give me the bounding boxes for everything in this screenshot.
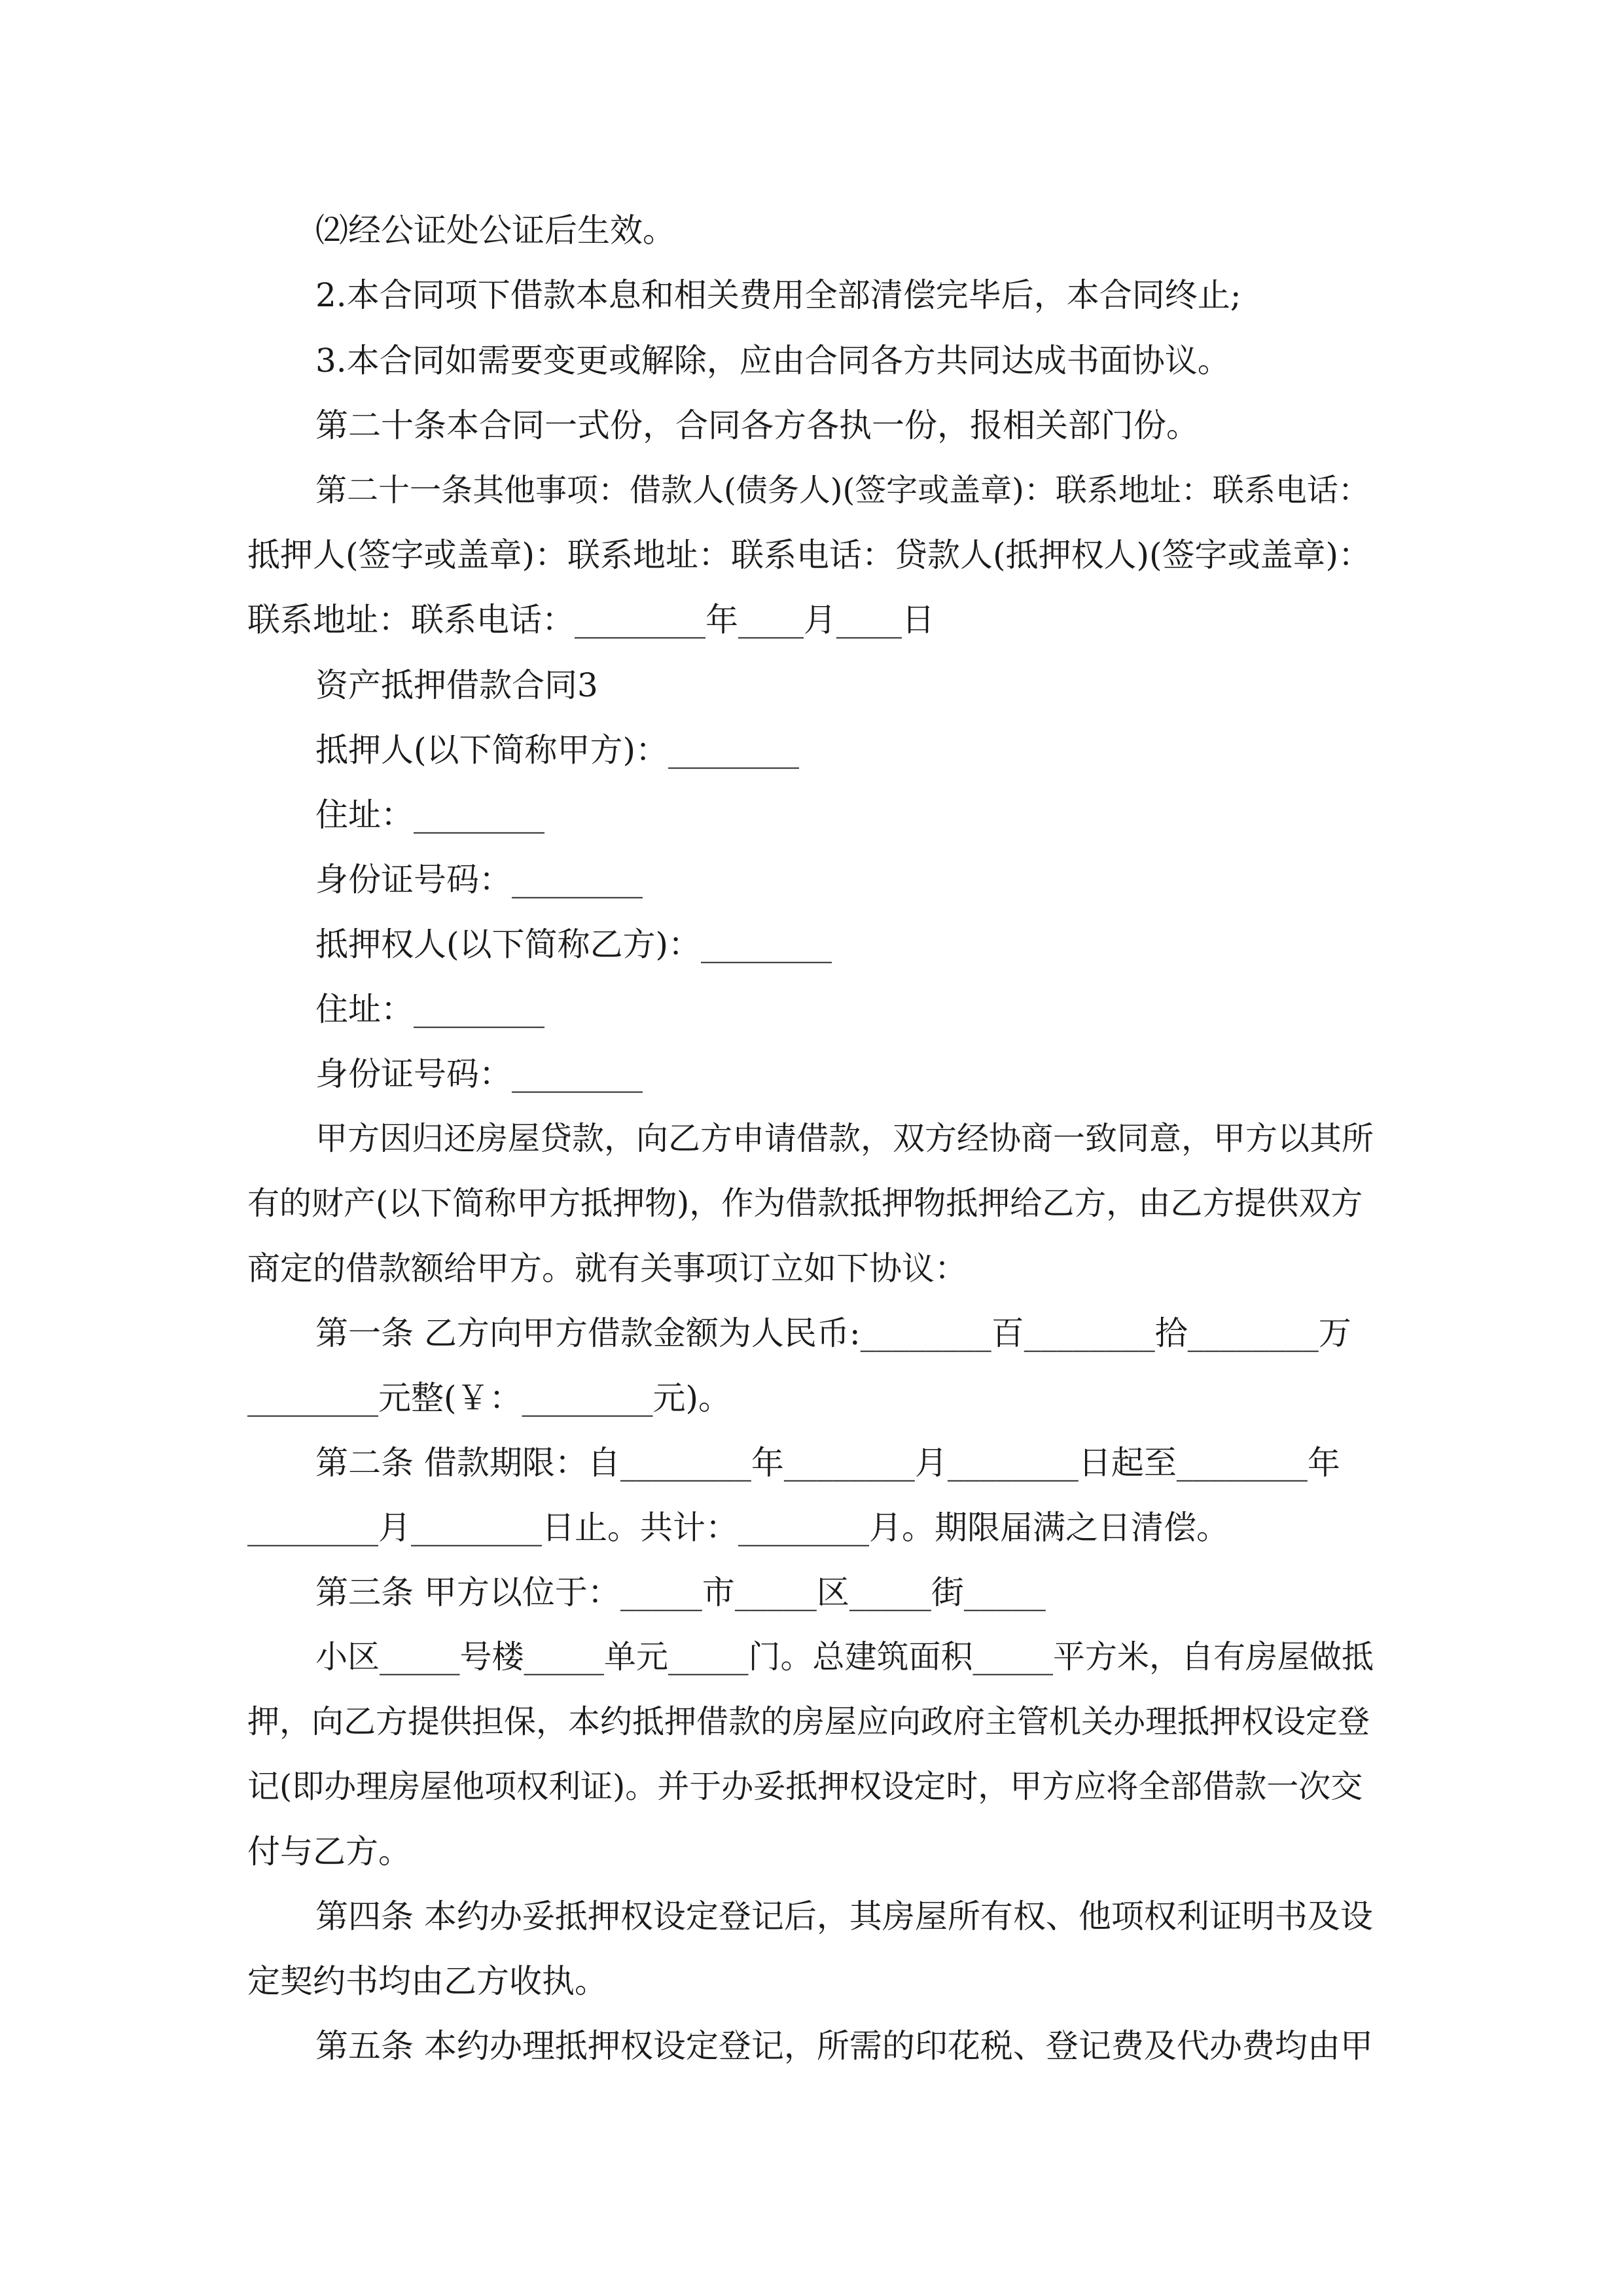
text-line: 住址：________ — [315, 796, 544, 834]
text-line: 付与乙方。 — [247, 1833, 411, 1871]
text-line: 第五条 本约办理抵押权设定登记，所需的印花税、登记费及代办费均由甲 — [315, 2027, 1373, 2065]
text-line: 定契约书均由乙方收执。 — [247, 1962, 607, 2000]
text-line: 2.本合同项下借款本息和相关费用全部清偿完毕后，本合同终止; — [315, 276, 1241, 314]
text-line: 记(即办理房屋他项权利证)。并于办妥抵押权设定时，甲方应将全部借款一次交 — [247, 1768, 1363, 1805]
text-line: 3.本合同如需要变更或解除，应由合同各方共同达成书面协议。 — [315, 342, 1230, 380]
text-line: ⑵经公证处公证后生效。 — [315, 211, 675, 249]
text-line: 甲方因归还房屋贷款，向乙方申请借款，双方经协商一致同意，甲方以其所 — [315, 1120, 1374, 1157]
text-line: 抵押人(以下简称甲方)：________ — [315, 731, 800, 769]
section-heading: 资产抵押借款合同3 — [315, 666, 598, 704]
text-line: 第二条 借款期限：自________年________月________日起至________年 — [315, 1444, 1340, 1482]
text-line: 第二十一条其他事项：借款人(债务人)(签字或盖章)：联系地址：联系电话： — [315, 472, 1370, 509]
text-line: 第一条 乙方向甲方借款金额为人民币:________百________拾________万 — [315, 1314, 1351, 1352]
text-line: 第四条 本约办妥抵押权设定登记后，其房屋所有权、他项权利证明书及设 — [315, 1897, 1373, 1935]
text-line: 押，向乙方提供担保，本约抵押借款的房屋应向政府主管机关办理抵押权设定登 — [247, 1703, 1370, 1740]
text-line: 联系地址：联系电话：________年____月____日 — [247, 601, 935, 639]
text-line: ________元整(￥：________元)。 — [247, 1379, 732, 1417]
text-line: 抵押权人(以下简称乙方)：________ — [315, 925, 832, 963]
text-line: 第二十条本合同一式份，合同各方各执一份，报相关部门份。 — [315, 406, 1199, 444]
text-line: 身份证号码：________ — [315, 1055, 643, 1093]
text-line: 身份证号码：________ — [315, 861, 643, 899]
text-line: ________月________日止。共计：________月。期限届满之日清偿。 — [247, 1509, 1229, 1547]
text-line: 小区_____号楼_____单元_____门。总建筑面积_____平方米，自有房屋做抵 — [315, 1638, 1374, 1676]
text-line: 商定的借款额给甲方。就有关事项订立如下协议： — [247, 1249, 967, 1287]
text-line: 有的财产(以下简称甲方抵押物)，作为借款抵押物抵押给乙方，由乙方提供双方 — [247, 1185, 1363, 1222]
text-line: 第三条 甲方以位于：_____市_____区_____街_____ — [315, 1573, 1046, 1611]
text-line: 住址：________ — [315, 990, 544, 1028]
text-line: 抵押人(签字或盖章)：联系地址：联系电话：贷款人(抵押权人)(签字或盖章)： — [247, 536, 1372, 574]
